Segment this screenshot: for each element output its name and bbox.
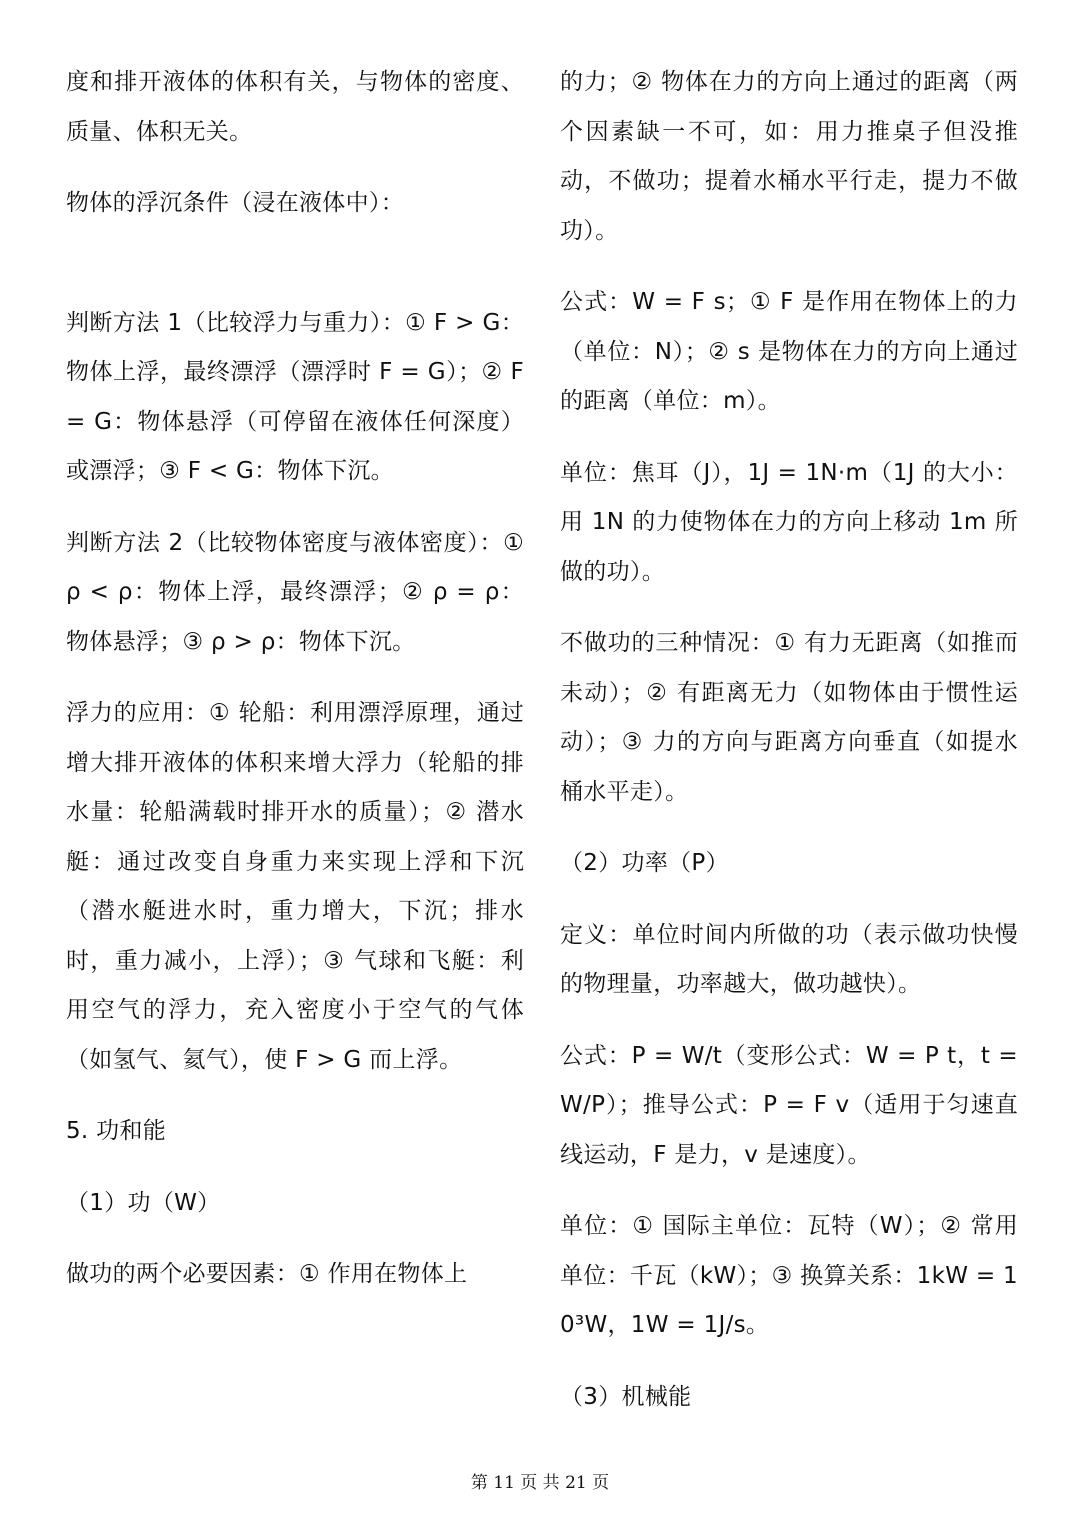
right-column [560, 58, 1018, 1444]
paragraph-float-sink-conditions: 物体的浮沉条件（浸在液体中）： [66, 190, 404, 216]
paragraph-work-unit: 单位：焦耳（J），1J = 1N·m（1J 的大小：用 1N 的力使物体在力的方向上移动 1m 所做的功）。 [560, 459, 1018, 585]
paragraph-work-factors-start: 做功的两个必要因素：① 作用在物体上 [66, 1261, 468, 1287]
section-heading-work-energy: 5. 功和能 [66, 1118, 167, 1144]
paragraph-no-work-cases: 不做功的三种情况：① 有力无距离（如推而未动）；② 有距离无力（如物体由于惯性运动）；③ 力的方向与距离方向垂直（如提水桶水平走）。 [560, 630, 1018, 805]
subsection-heading-mechanical-energy: （3）机械能 [560, 1383, 692, 1410]
left-column [66, 58, 524, 1322]
paragraph-power-formula: 公式：P = W/t（变形公式：W = P t，t = W/P）；推导公式：P = F v（适用于匀速直线运动，F 是力，v 是速度）。 [560, 1042, 1018, 1168]
subsection-heading-power: （2）功率（P） [560, 850, 729, 876]
subsection-heading-work: （1）功（W） [66, 1189, 221, 1216]
paragraph-method-2: 判断方法 2（比较物体密度与液体密度）：① ρ < ρ：物体上浮，最终漂浮；② ρ = ρ：物体悬浮；③ ρ > ρ：物体下沉。 [66, 529, 524, 655]
paragraph-method-1: 判断方法 1（比较浮力与重力）：① F > G：物体上浮，最终漂浮（漂浮时 F = G）；② F = G：物体悬浮（可停留在液体任何深度）或漂浮；③ F < G：物体下沉。 [66, 309, 524, 484]
page-number-footer: 第 11 页 共 21 页 [470, 1473, 610, 1493]
paragraph-work-factors-end: 的力；② 物体在力的方向上通过的距离（两个因素缺一不可，如：用力推桌子但没推动，不做功；提着水桶水平行走，提力不做功）。 [560, 69, 1018, 244]
paragraph-work-formula: 公式：W = F s；① F 是作用在物体上的力（单位：N）；② s 是物体在力的方向上通过的距离（单位：m）。 [560, 289, 1018, 414]
paragraph-buoyancy-factors: 度和排开液体的体积有关，与物体的密度、质量、体积无关。 [66, 69, 524, 145]
paragraph-power-units: 单位：① 国际主单位：瓦特（W）；② 常用单位：千瓦（kW）；③ 换算关系：1kW = 10³W，1W = 1J/s。 [560, 1213, 1018, 1338]
paragraph-power-definition: 定义：单位时间内所做的功（表示做功快慢的物理量，功率越大，做功越快）。 [560, 921, 1018, 997]
paragraph-buoyancy-applications: 浮力的应用：① 轮船：利用漂浮原理，通过增大排开液体的体积来增大浮力（轮船的排水量：轮船满载时排开水的质量）；② 潜水艇：通过改变自身重力来实现上浮和下沉（潜水艇进水时，重力增大，下沉；排水时，重力减小，上浮）；③ 气球和飞艇：利用空气的浮力，充入密度小于空气的气体（如氢气、氦气），使 F > G 而上浮。 [66, 700, 524, 1073]
